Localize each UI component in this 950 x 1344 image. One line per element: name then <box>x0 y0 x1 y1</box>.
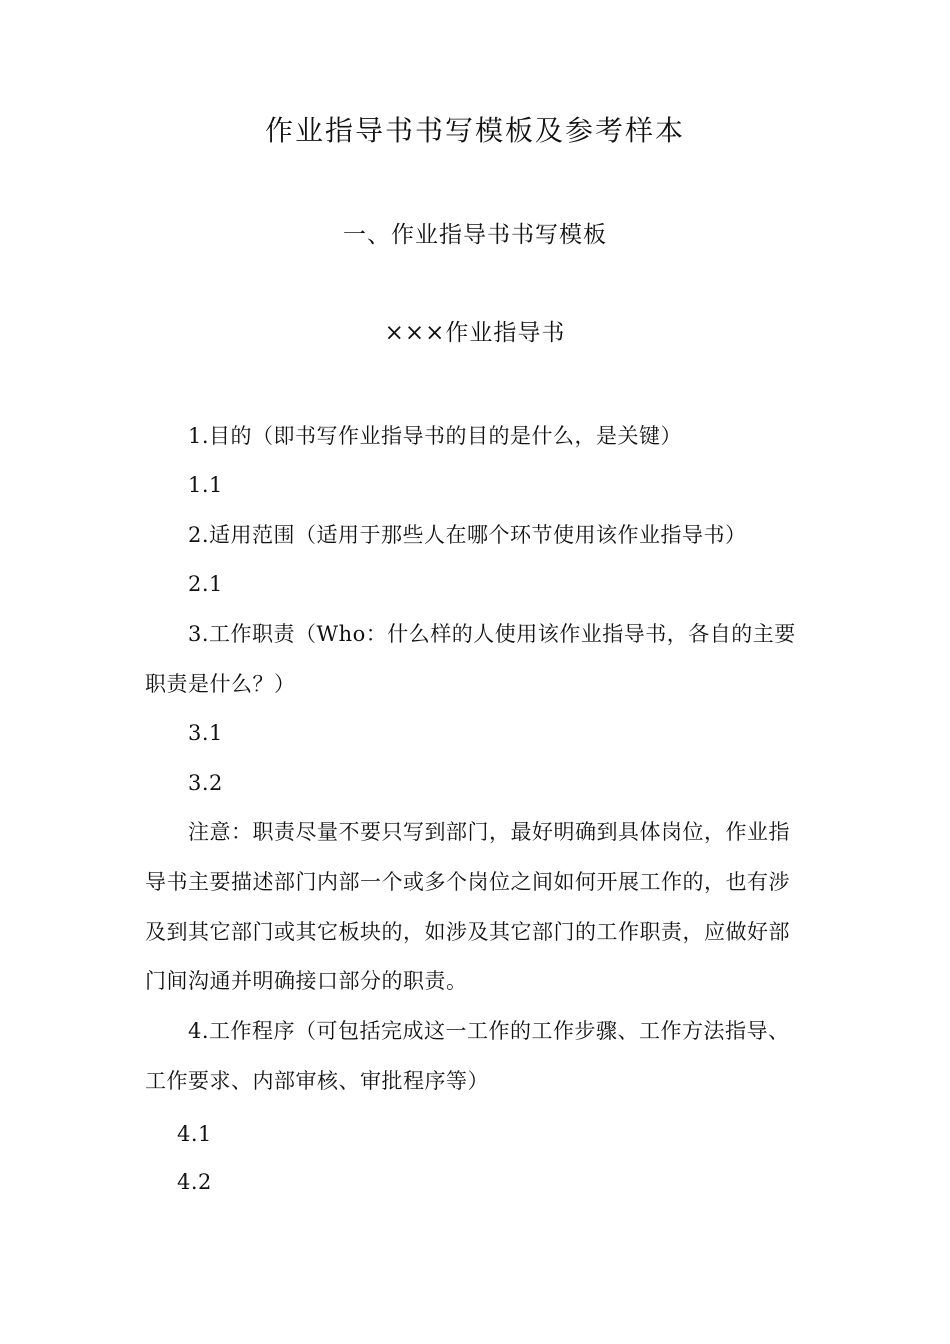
item-2-1: 2.1 <box>188 572 223 596</box>
template-doc-title: ×××作业指导书 <box>384 320 566 346</box>
section-heading: 一、作业指导书书写模板 <box>343 222 607 248</box>
paragraph-duties-cont: 职责是什么？） <box>145 672 296 696</box>
document-main-title: 作业指导书书写模板及参考样本 <box>264 114 685 147</box>
item-4-1: 4.1 <box>177 1122 212 1146</box>
paragraph-note-cont-1: 导书主要描述部门内部一个或多个岗位之间如何开展工作的，也有涉 <box>145 870 790 894</box>
paragraph-note: 注意：职责尽量不要只写到部门，最好明确到具体岗位，作业指 <box>188 820 790 844</box>
item-3-2: 3.2 <box>188 771 223 795</box>
paragraph-procedure: 4.工作程序（可包括完成这一工作的工作步骤、工作方法指导、 <box>188 1019 790 1043</box>
paragraph-note-cont-2: 及到其它部门或其它板块的，如涉及其它部门的工作职责，应做好部 <box>145 920 790 944</box>
paragraph-duties: 3.工作职责（Who：什么样的人使用该作业指导书，各自的主要 <box>188 622 796 646</box>
item-3-1: 3.1 <box>188 721 223 745</box>
paragraph-scope: 2.适用范围（适用于那些人在哪个环节使用该作业指导书） <box>188 523 747 547</box>
item-4-2: 4.2 <box>177 1170 212 1194</box>
paragraph-note-cont-3: 门间沟通并明确接口部分的职责。 <box>145 969 468 993</box>
item-1-1: 1.1 <box>188 473 223 497</box>
paragraph-purpose: 1.目的（即书写作业指导书的目的是什么，是关键） <box>188 424 683 448</box>
paragraph-procedure-cont: 工作要求、内部审核、审批程序等） <box>145 1069 489 1093</box>
